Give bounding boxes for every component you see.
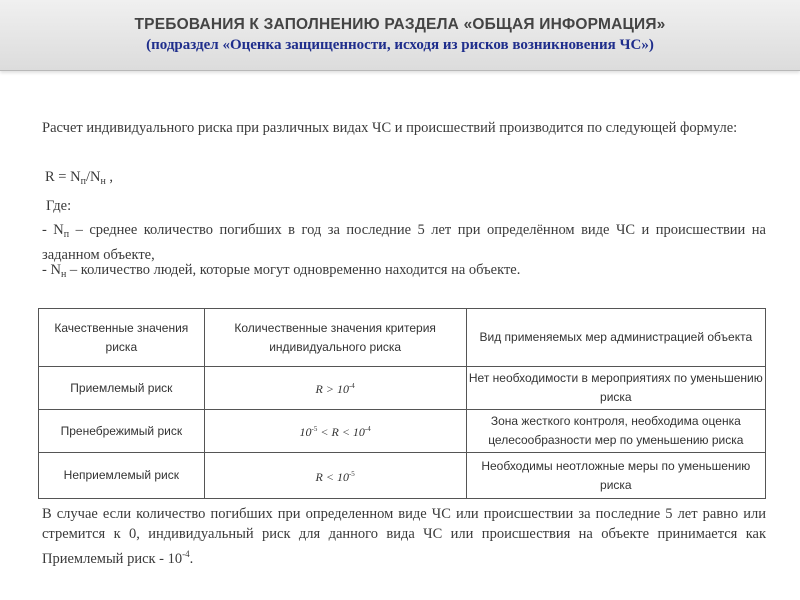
risk-table (38, 308, 766, 499)
def-nn-prefix: - N (42, 262, 61, 278)
conclusion-text: В случае если количество погибших при определенном виде ЧС или происшествии за последние 5 лет равно или стремится к 0, индивидуальный риск для данного вида ЧС или происшествия на объекте принимается как Приемлемый риск - 10 (42, 506, 766, 567)
table-header-row (39, 309, 766, 367)
cell-measure: Необходимы неотложные меры по уменьшению риска (466, 453, 765, 499)
criterion-a-exp: -4 (348, 382, 355, 390)
criterion-a-exp: -5 (348, 469, 355, 478)
cell-quality: Неприемлемый риск (39, 453, 205, 499)
formula-lhs: R = N (45, 169, 81, 185)
criterion-a: 10 (299, 425, 312, 439)
criterion-a-exp: -5 (311, 425, 318, 433)
criterion-a: R < 10 (315, 469, 349, 484)
criterion-a: R > 10 (315, 382, 349, 396)
table-row (39, 367, 766, 410)
def-np-text: – среднее количество погибших в год за последние 5 лет при определённом виде ЧС и происшествии на заданном объекте, (42, 222, 766, 263)
header-measures: Вид применяемых мер администрацией объекта (466, 309, 765, 367)
cell-measure: Нет необходимости в мероприятиях по уменьшению риска (466, 367, 765, 410)
header-quality: Качественные значения риска (39, 309, 205, 367)
risk-formula (45, 169, 113, 187)
table-row (39, 453, 766, 499)
criterion-b-exp: -4 (364, 425, 371, 433)
criterion-b: < R < 10 (317, 425, 365, 439)
cell-criterion (204, 453, 466, 499)
cell-quality: Приемлемый риск (39, 367, 205, 410)
formula-tail: , (105, 169, 114, 185)
def-np-prefix: - N (42, 222, 64, 238)
slide-header (0, 0, 800, 71)
cell-measure: Зона жесткого контроля, необходима оценка целесообразности мер по уменьшению риска (466, 410, 765, 453)
slide-title: ТРЕБОВАНИЯ К ЗАПОЛНЕНИЮ РАЗДЕЛА «ОБЩАЯ ИНФОРМАЦИЯ» (134, 16, 666, 33)
conclusion-exp: -4 (182, 549, 190, 559)
def-nn-text: – количество людей, которые могут одновременно находится на объекте. (66, 262, 521, 278)
formula-slash: /N (85, 169, 101, 185)
definition-np (42, 220, 766, 265)
conclusion-end: . (189, 551, 194, 567)
table-row (39, 410, 766, 453)
where-label: Где: (46, 198, 72, 214)
formula-sub-n: н (100, 176, 106, 187)
formula-sub-p: п (80, 176, 86, 187)
header-criterion: Количественные значения критерия индивидуального риска (204, 309, 466, 367)
cell-criterion (204, 410, 466, 453)
cell-criterion (204, 367, 466, 410)
cell-quality: Пренебрежимый риск (39, 410, 205, 453)
def-nn-sub: н (60, 269, 67, 280)
definition-nn (42, 262, 520, 280)
intro-paragraph: Расчет индивидуального риска при различных видах ЧС и происшествий производится по следующей формуле: (42, 120, 738, 136)
conclusion-paragraph (42, 504, 766, 569)
def-np-sub: п (63, 229, 70, 240)
slide-subtitle: (подраздел «Оценка защищенности, исходя из рисков возникновения ЧС») (146, 37, 654, 53)
